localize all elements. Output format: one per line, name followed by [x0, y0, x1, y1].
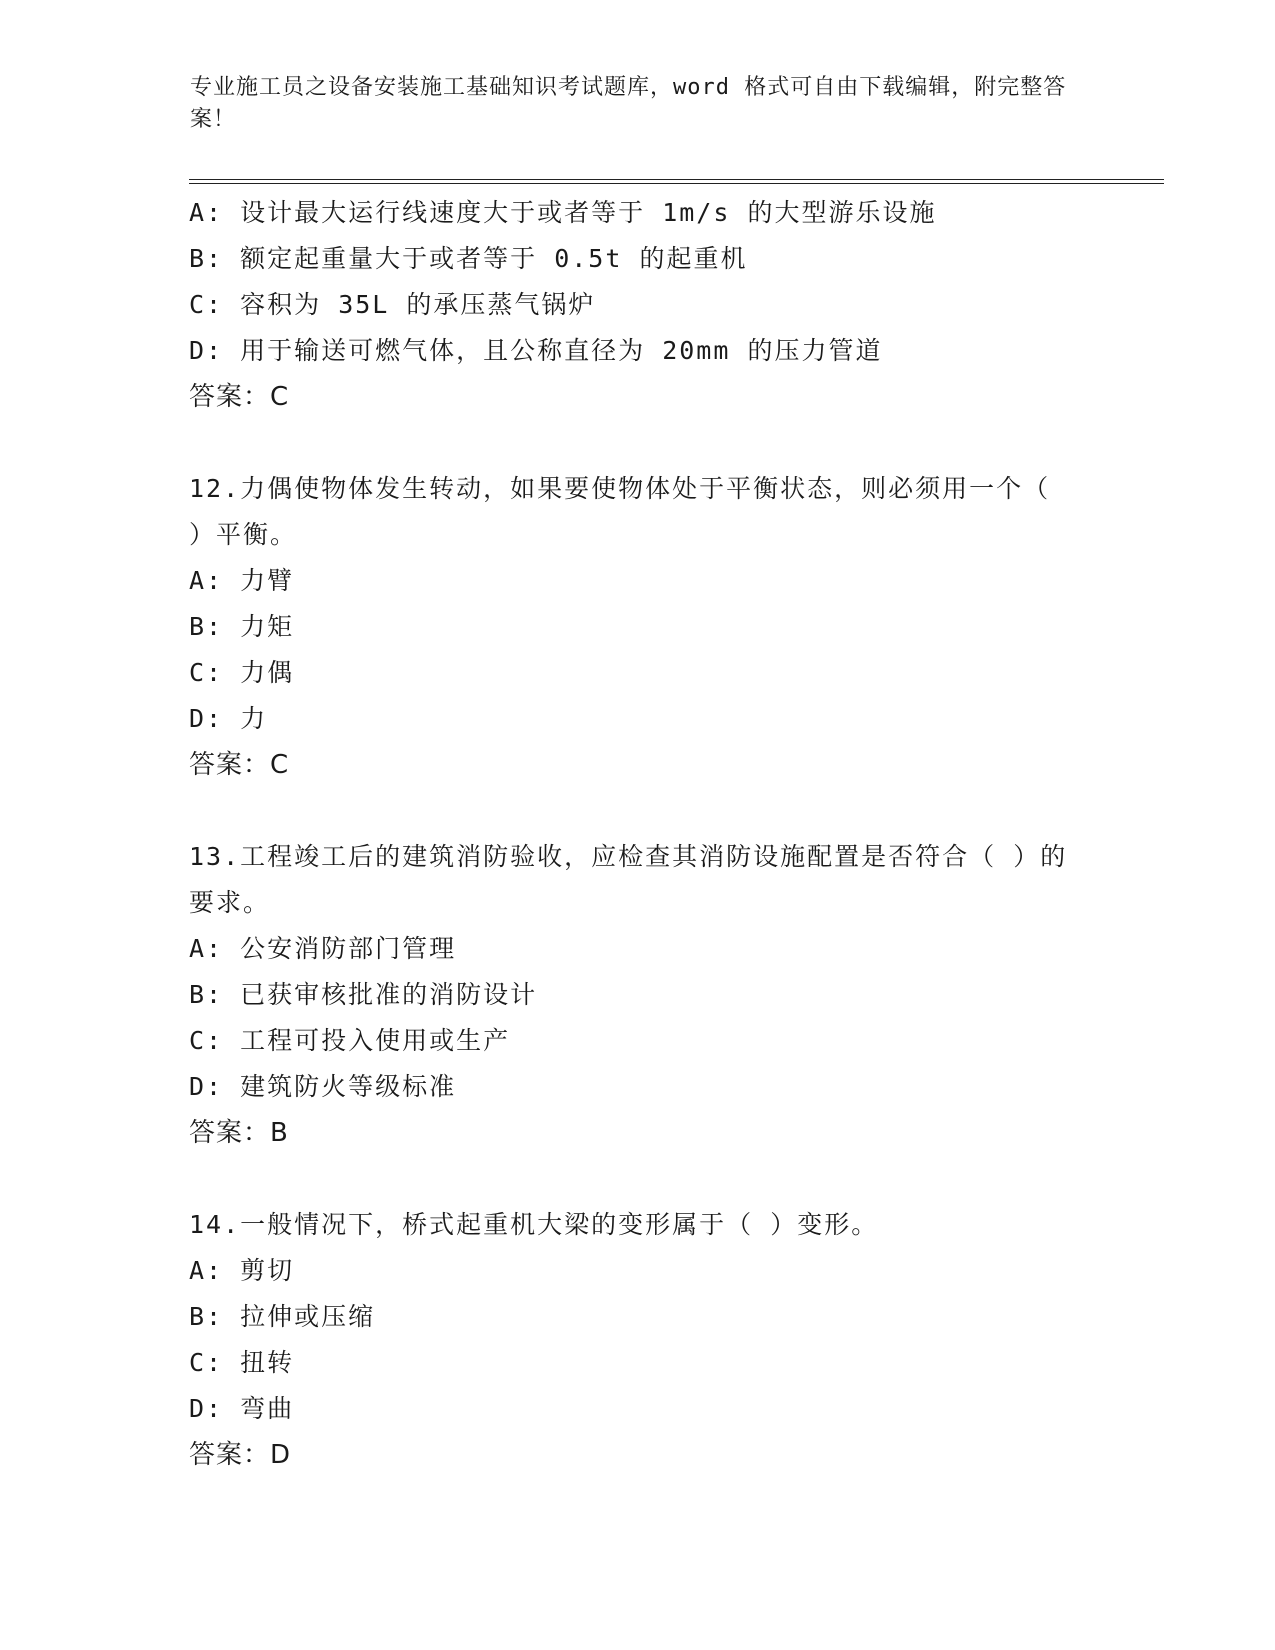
option-c: C: 容积为 35L 的承压蒸气锅炉	[189, 290, 596, 319]
answer-line: 答案：C	[189, 382, 290, 412]
option-d: D: 建筑防火等级标准	[189, 1072, 457, 1101]
question-block-11	[189, 190, 1099, 420]
answer-line: 答案：B	[189, 1118, 289, 1148]
option-d: D: 用于输送可燃气体，且公称直径为 20mm 的压力管道	[189, 336, 883, 365]
option-b: B: 力矩	[189, 612, 295, 641]
option-b: B: 已获审核批准的消防设计	[189, 980, 538, 1009]
question-block-14	[189, 1202, 1099, 1478]
option-d: D: 弯曲	[189, 1394, 295, 1423]
option-b: B: 额定起重量大于或者等于 0.5t 的起重机	[189, 244, 748, 273]
header-divider	[189, 179, 1164, 184]
document-header: 专业施工员之设备安装施工基础知识考试题库，word 格式可自由下载编辑，附完整答案！	[190, 75, 1067, 132]
option-d: D: 力	[189, 704, 268, 733]
option-a: A: 公安消防部门管理	[189, 934, 457, 963]
option-a: A: 剪切	[189, 1256, 295, 1285]
option-a: A: 力臂	[189, 566, 295, 595]
question-stem: 13.工程竣工后的建筑消防验收，应检查其消防设施配置是否符合（ ）的要求。	[189, 842, 1068, 917]
question-stem: 12.力偶使物体发生转动，如果要使物体处于平衡状态，则必须用一个（ ）平衡。	[189, 474, 1051, 549]
option-b: B: 拉伸或压缩	[189, 1302, 376, 1331]
question-list	[189, 190, 1099, 1478]
question-block-12	[189, 466, 1099, 788]
option-c: C: 扭转	[189, 1348, 295, 1377]
option-c: C: 工程可投入使用或生产	[189, 1026, 511, 1055]
option-c: C: 力偶	[189, 658, 295, 687]
answer-line: 答案：D	[189, 1440, 292, 1470]
option-a: A: 设计最大运行线速度大于或者等于 1m/s 的大型游乐设施	[189, 198, 937, 227]
question-block-13	[189, 834, 1099, 1156]
question-stem: 14.一般情况下，桥式起重机大梁的变形属于（ ）变形。	[189, 1210, 879, 1239]
answer-line: 答案：C	[189, 750, 290, 780]
